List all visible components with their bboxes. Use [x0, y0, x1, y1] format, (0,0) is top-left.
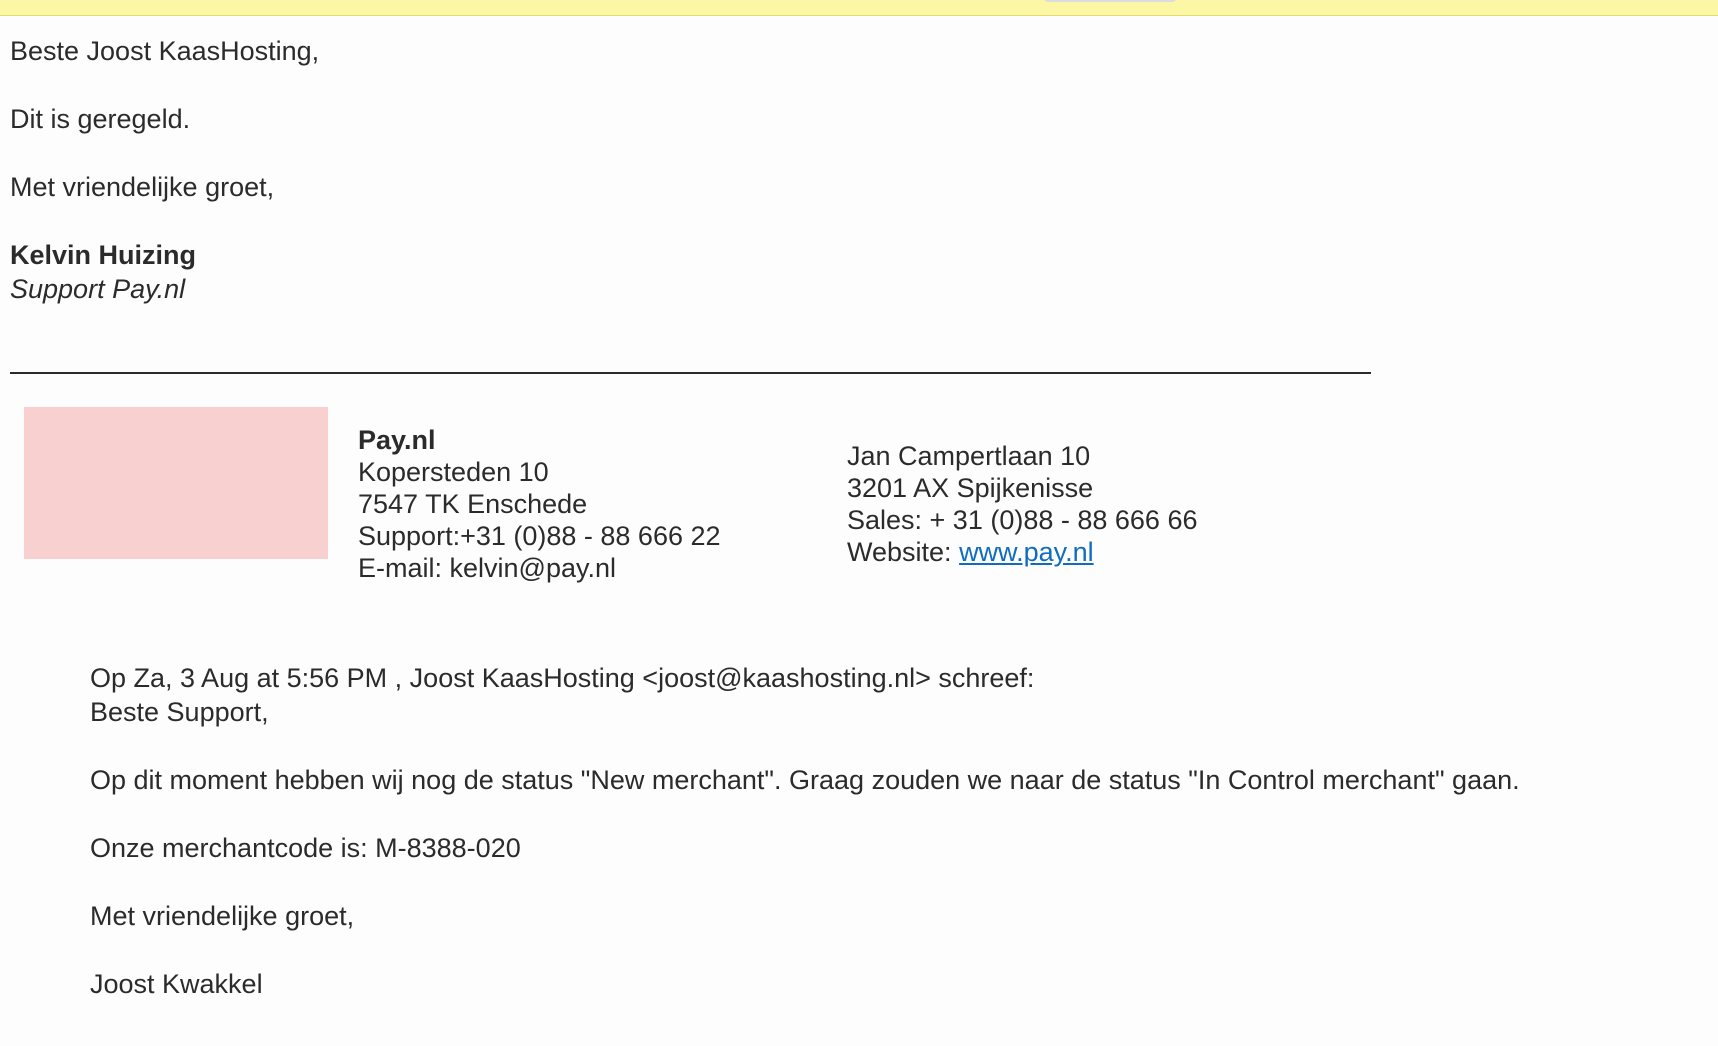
- signature-address-left: [358, 424, 721, 584]
- sales-phone: Sales: + 31 (0)88 - 88 666 66: [847, 505, 1198, 535]
- quoted-sender: Joost Kwakkel: [90, 969, 263, 999]
- reply-closing: Met vriendelijke groet,: [10, 172, 275, 202]
- sender-name: Kelvin Huizing: [10, 240, 197, 270]
- reply-greeting: Beste Joost KaasHosting,: [10, 36, 320, 66]
- support-email: E-mail: kelvin@pay.nl: [358, 553, 616, 583]
- address-street-2: Jan Campertlaan 10: [847, 441, 1091, 471]
- company-name: Pay.nl: [358, 425, 436, 455]
- sender-role: Support Pay.nl: [10, 274, 186, 304]
- company-logo-image: [24, 407, 328, 559]
- website-link[interactable]: www.pay.nl: [959, 537, 1094, 567]
- signature-address-right: [847, 440, 1198, 568]
- website-label: Website:: [847, 537, 960, 567]
- website-line: [847, 536, 1198, 568]
- reply-body: Dit is geregeld.: [10, 104, 191, 134]
- signature-divider: [10, 372, 1371, 374]
- address-city: 7547 TK Enschede: [358, 489, 588, 519]
- quoted-greeting: Beste Support,: [90, 697, 269, 727]
- quoted-merchant-code: Onze merchantcode is: M-8388-020: [90, 833, 521, 863]
- scroll-handle[interactable]: [1043, 0, 1177, 2]
- quoted-body: Op dit moment hebben wij nog de status "New merchant". Graag zouden we naar de status "In Control merchant" gaan.: [90, 765, 1520, 795]
- quoted-header: Op Za, 3 Aug at 5:56 PM , Joost KaasHosting <joost@kaashosting.nl> schreef:: [90, 663, 1035, 693]
- quoted-closing: Met vriendelijke groet,: [90, 901, 355, 931]
- address-street: Kopersteden 10: [358, 457, 549, 487]
- support-phone: Support:+31 (0)88 - 88 666 22: [358, 521, 721, 551]
- highlight-bar: [0, 0, 1718, 16]
- address-city-2: 3201 AX Spijkenisse: [847, 473, 1094, 503]
